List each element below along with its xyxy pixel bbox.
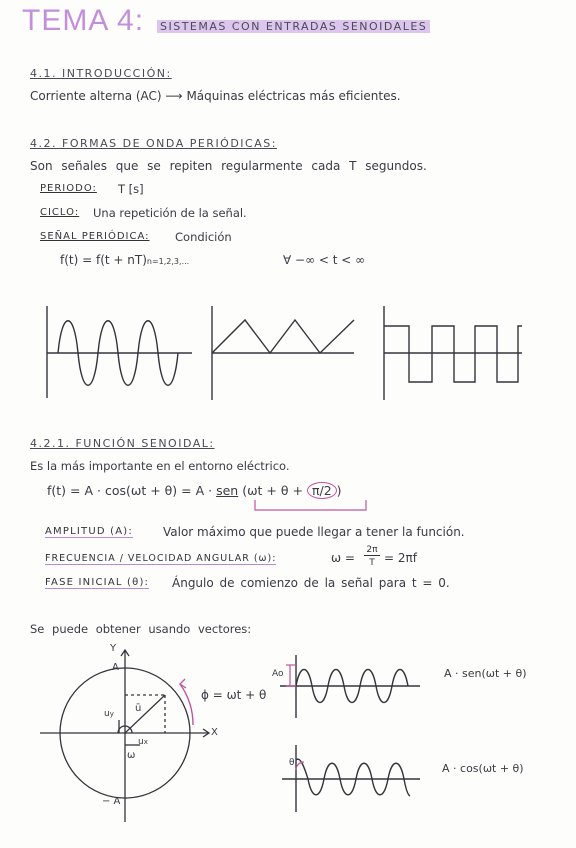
section-4-1-heading: 4.1. INTRODUCCIÓN:: [30, 67, 172, 80]
phasor-omega-label: ω: [127, 750, 136, 761]
page-title: TEMA 4:: [22, 4, 145, 37]
periodic-formula-main: f(t) = f(t + nT): [60, 253, 147, 267]
frecuencia-eq: ω =: [331, 551, 355, 565]
periodic-condition: ∀ −∞ < t < ∞: [283, 253, 366, 267]
formula-circle: π/2: [307, 482, 337, 499]
ao-label: Ao: [272, 669, 284, 679]
section-4-2-heading: 4.2. FORMAS DE ONDA PERIÓDICAS:: [30, 137, 277, 150]
periodic-formula-sub: n=1,2,3,...: [146, 257, 190, 266]
phasor-vector: [125, 695, 165, 733]
ciclo-label: CICLO:: [40, 207, 80, 218]
ux-sub: x: [143, 738, 148, 746]
ux-main: u: [138, 737, 144, 747]
formula-sen: sen: [216, 483, 239, 498]
section-4-1-text: Corriente alterna (AC) ⟶ Máquinas eléctricas más eficientes.: [30, 89, 401, 103]
senal-periodica-label: SEÑAL PERIÓDICA:: [40, 231, 150, 242]
phi-arrowhead: [180, 679, 186, 688]
cos-plot-label: A · cos(ωt + θ): [442, 762, 524, 775]
sin-plot-label: A · sen(ωt + θ): [444, 667, 527, 680]
frecuencia-tail: = 2πf: [384, 551, 417, 565]
section-4-2-1-line: Es la más importante en el entorno eléctrico.: [30, 459, 290, 473]
uy-sub: y: [109, 710, 114, 718]
phi-label: ϕ = ωt + θ: [201, 688, 267, 702]
phasor-uy-label: [104, 709, 114, 719]
fase-label: FASE INICIAL (θ):: [45, 577, 150, 588]
phasor-minus-a-label: − A: [102, 796, 121, 807]
fase-value: Ángulo de comienzo de la señal para t = 0.: [172, 576, 450, 590]
phasor-u-label: ū: [135, 703, 142, 714]
section-4-2-line: Son señales que se repiten regularmente cada T segundos.: [30, 159, 427, 173]
cos-plot-wave: [296, 759, 410, 796]
frecuencia-label: FRECUENCIA / VELOCIDAD ANGULAR (ω):: [45, 553, 277, 564]
phi-arc: [180, 684, 193, 725]
section-4-2-1-heading: 4.2.1. FUNCIÓN SENOIDAL:: [30, 437, 215, 450]
periodo-value: T [s]: [118, 182, 144, 196]
formula-close: ): [336, 483, 342, 498]
frecuencia-num: 2π: [364, 545, 380, 556]
phasor-y-label: Y: [110, 643, 117, 654]
theta-label: θ: [289, 758, 295, 768]
phasor-x-label: X: [211, 727, 218, 738]
amplitud-value: Valor máximo que puede llegar a tener la función.: [163, 525, 465, 539]
uy-main: u: [104, 709, 110, 719]
senal-periodica-value: Condición: [175, 230, 232, 244]
phasor-a-label: A: [112, 662, 119, 673]
title-subtitle: SISTEMAS CON ENTRADAS SENOIDALES: [157, 20, 430, 33]
ciclo-value: Una repetición de la señal.: [93, 206, 247, 220]
phasor-ux-label: [138, 737, 148, 747]
amplitud-label: AMPLITUD (A):: [45, 526, 133, 537]
frecuencia-den: T: [369, 558, 375, 568]
formula-left: f(t) = A · cos(ωt + θ) = A ·: [47, 483, 213, 498]
vectors-intro: Se puede obtener usando vectores:: [30, 622, 252, 636]
periodo-label: PERIODO:: [40, 183, 97, 194]
formula-right: (ωt + θ +: [242, 483, 303, 498]
